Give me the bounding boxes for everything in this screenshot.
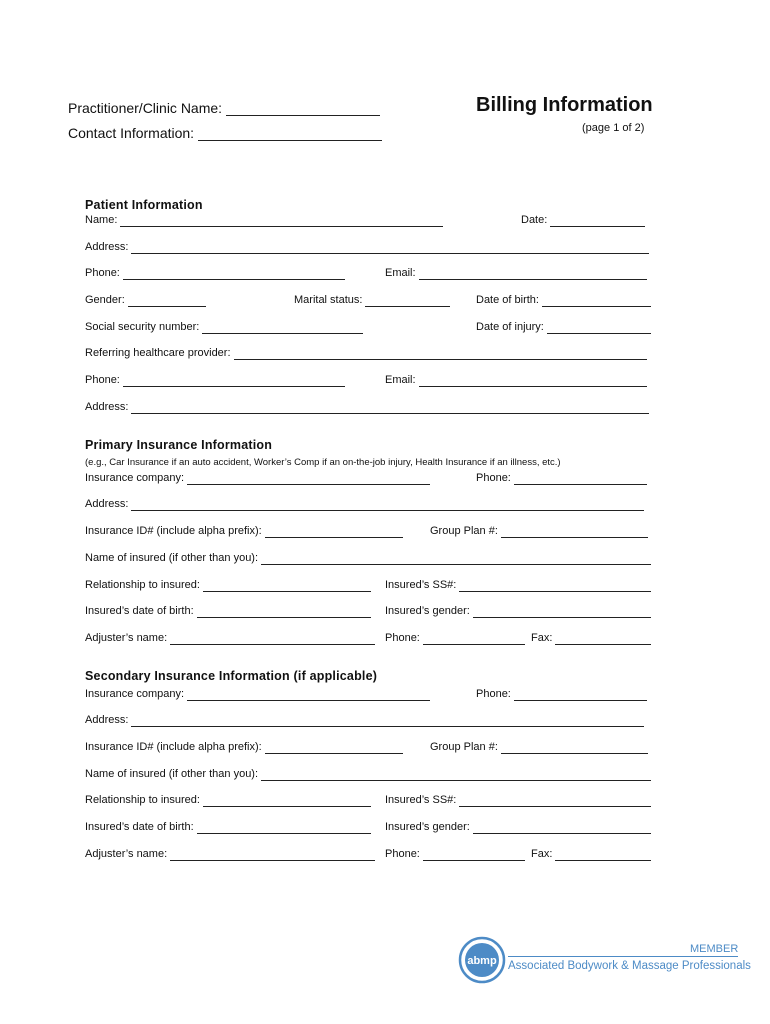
patient-email-field[interactable] xyxy=(385,266,647,280)
patient-name-field[interactable] xyxy=(85,213,443,227)
patient-phone-field[interactable] xyxy=(85,266,345,280)
patient-date-field[interactable] xyxy=(521,213,645,227)
secondary-company-label: Insurance company: xyxy=(85,688,185,700)
member-divider xyxy=(508,956,738,957)
primary-ss-label: Insured’s SS#: xyxy=(385,579,457,591)
primary-fax-field[interactable] xyxy=(531,631,651,645)
secondary-ss-label: Insured’s SS#: xyxy=(385,794,457,806)
primary-insurance-heading: Primary Insurance Information xyxy=(85,438,273,452)
page-indicator: (page 1 of 2) xyxy=(582,122,645,134)
primary-group-label: Group Plan #: xyxy=(430,525,498,537)
secondary-gender-field[interactable] xyxy=(385,820,651,834)
patient-info-heading: Patient Information xyxy=(85,198,203,212)
primary-address-field[interactable] xyxy=(85,497,644,511)
patient-email-label: Email: xyxy=(385,267,416,279)
secondary-dob-label: Insured’s date of birth: xyxy=(85,821,194,833)
patient-dob-label: Date of birth: xyxy=(476,294,539,306)
page-title: Billing Information xyxy=(476,94,653,116)
referring-address-label: Address: xyxy=(85,401,129,413)
secondary-id-field[interactable] xyxy=(85,740,403,754)
secondary-adjuster-label: Adjuster’s name: xyxy=(85,848,168,860)
primary-dob-field[interactable] xyxy=(85,604,371,618)
patient-ssn-field[interactable] xyxy=(85,320,363,334)
secondary-dob-field[interactable] xyxy=(85,820,371,834)
primary-insurance-note: (e.g., Car Insurance if an auto accident, Worker’s Comp if an on-the-job injury, Health Insurance if an illness, etc.) xyxy=(85,457,561,468)
secondary-address-field[interactable] xyxy=(85,713,644,727)
secondary-phone-field[interactable] xyxy=(476,687,647,701)
primary-ss-field[interactable] xyxy=(385,578,651,592)
referring-email-label: Email: xyxy=(385,374,416,386)
patient-gender-label: Gender: xyxy=(85,294,125,306)
practitioner-name-label: Practitioner/Clinic Name: xyxy=(68,100,223,116)
patient-marital-label: Marital status: xyxy=(294,294,363,306)
secondary-adjuster-phone-field[interactable] xyxy=(385,847,525,861)
referring-phone-field[interactable] xyxy=(85,373,345,387)
member-label: MEMBER xyxy=(690,943,739,955)
secondary-insurance-heading: Secondary Insurance Information (if applicable) xyxy=(85,669,378,683)
primary-group-field[interactable] xyxy=(430,524,648,538)
primary-id-label: Insurance ID# (include alpha prefix): xyxy=(85,525,262,537)
secondary-ss-field[interactable] xyxy=(385,793,651,807)
referring-phone-label: Phone: xyxy=(85,374,120,386)
primary-dob-label: Insured’s date of birth: xyxy=(85,605,194,617)
patient-marital-field[interactable] xyxy=(294,293,450,307)
primary-adjuster-label: Adjuster’s name: xyxy=(85,632,168,644)
referring-email-field[interactable] xyxy=(385,373,647,387)
secondary-gender-label: Insured’s gender: xyxy=(385,821,470,833)
secondary-insured-name-label: Name of insured (if other than you): xyxy=(85,768,259,780)
secondary-address-label: Address: xyxy=(85,714,129,726)
patient-name-label: Name: xyxy=(85,214,118,226)
patient-dob-field[interactable] xyxy=(476,293,651,307)
secondary-id-label: Insurance ID# (include alpha prefix): xyxy=(85,741,262,753)
primary-gender-label: Insured’s gender: xyxy=(385,605,470,617)
primary-adjuster-phone-field[interactable] xyxy=(385,631,525,645)
secondary-fax-label: Fax: xyxy=(531,848,553,860)
patient-gender-field[interactable] xyxy=(85,293,206,307)
primary-adjuster-field[interactable] xyxy=(85,631,375,645)
primary-relationship-label: Relationship to insured: xyxy=(85,579,200,591)
referring-provider-field[interactable] xyxy=(85,346,647,360)
primary-company-field[interactable] xyxy=(85,471,430,485)
primary-phone-label: Phone: xyxy=(476,472,511,484)
secondary-adjuster-field[interactable] xyxy=(85,847,375,861)
secondary-group-label: Group Plan #: xyxy=(430,741,498,753)
referring-provider-label: Referring healthcare provider: xyxy=(85,347,231,359)
secondary-fax-field[interactable] xyxy=(531,847,651,861)
contact-info-blank[interactable] xyxy=(198,127,382,141)
secondary-relationship-label: Relationship to insured: xyxy=(85,794,200,806)
contact-info-label: Contact Information: xyxy=(68,125,195,141)
primary-relationship-field[interactable] xyxy=(85,578,371,592)
primary-adjuster-phone-label: Phone: xyxy=(385,632,420,644)
primary-gender-field[interactable] xyxy=(385,604,651,618)
abmp-logo-text: abmp xyxy=(467,955,497,967)
patient-doi-label: Date of injury: xyxy=(476,321,544,333)
primary-company-label: Insurance company: xyxy=(85,472,185,484)
secondary-relationship-field[interactable] xyxy=(85,793,371,807)
primary-address-label: Address: xyxy=(85,498,129,510)
abmp-logo-icon xyxy=(458,936,506,984)
secondary-group-field[interactable] xyxy=(430,740,648,754)
patient-phone-label: Phone: xyxy=(85,267,120,279)
patient-address-label: Address: xyxy=(85,241,129,253)
practitioner-name-blank[interactable] xyxy=(226,102,380,116)
secondary-company-field[interactable] xyxy=(85,687,430,701)
primary-id-field[interactable] xyxy=(85,524,403,538)
patient-address-field[interactable] xyxy=(85,240,649,254)
secondary-phone-label: Phone: xyxy=(476,688,511,700)
referring-address-field[interactable] xyxy=(85,400,649,414)
secondary-insured-name-field[interactable] xyxy=(85,767,651,781)
primary-fax-label: Fax: xyxy=(531,632,553,644)
secondary-adjuster-phone-label: Phone: xyxy=(385,848,420,860)
primary-phone-field[interactable] xyxy=(476,471,647,485)
patient-ssn-label: Social security number: xyxy=(85,321,200,333)
patient-doi-field[interactable] xyxy=(476,320,651,334)
primary-insured-name-field[interactable] xyxy=(85,551,651,565)
primary-insured-name-label: Name of insured (if other than you): xyxy=(85,552,259,564)
association-name: Associated Bodywork & Massage Professionals xyxy=(508,960,751,972)
patient-date-label: Date: xyxy=(521,214,548,226)
contact-info-field[interactable] xyxy=(68,125,382,141)
practitioner-name-field[interactable] xyxy=(68,100,380,116)
